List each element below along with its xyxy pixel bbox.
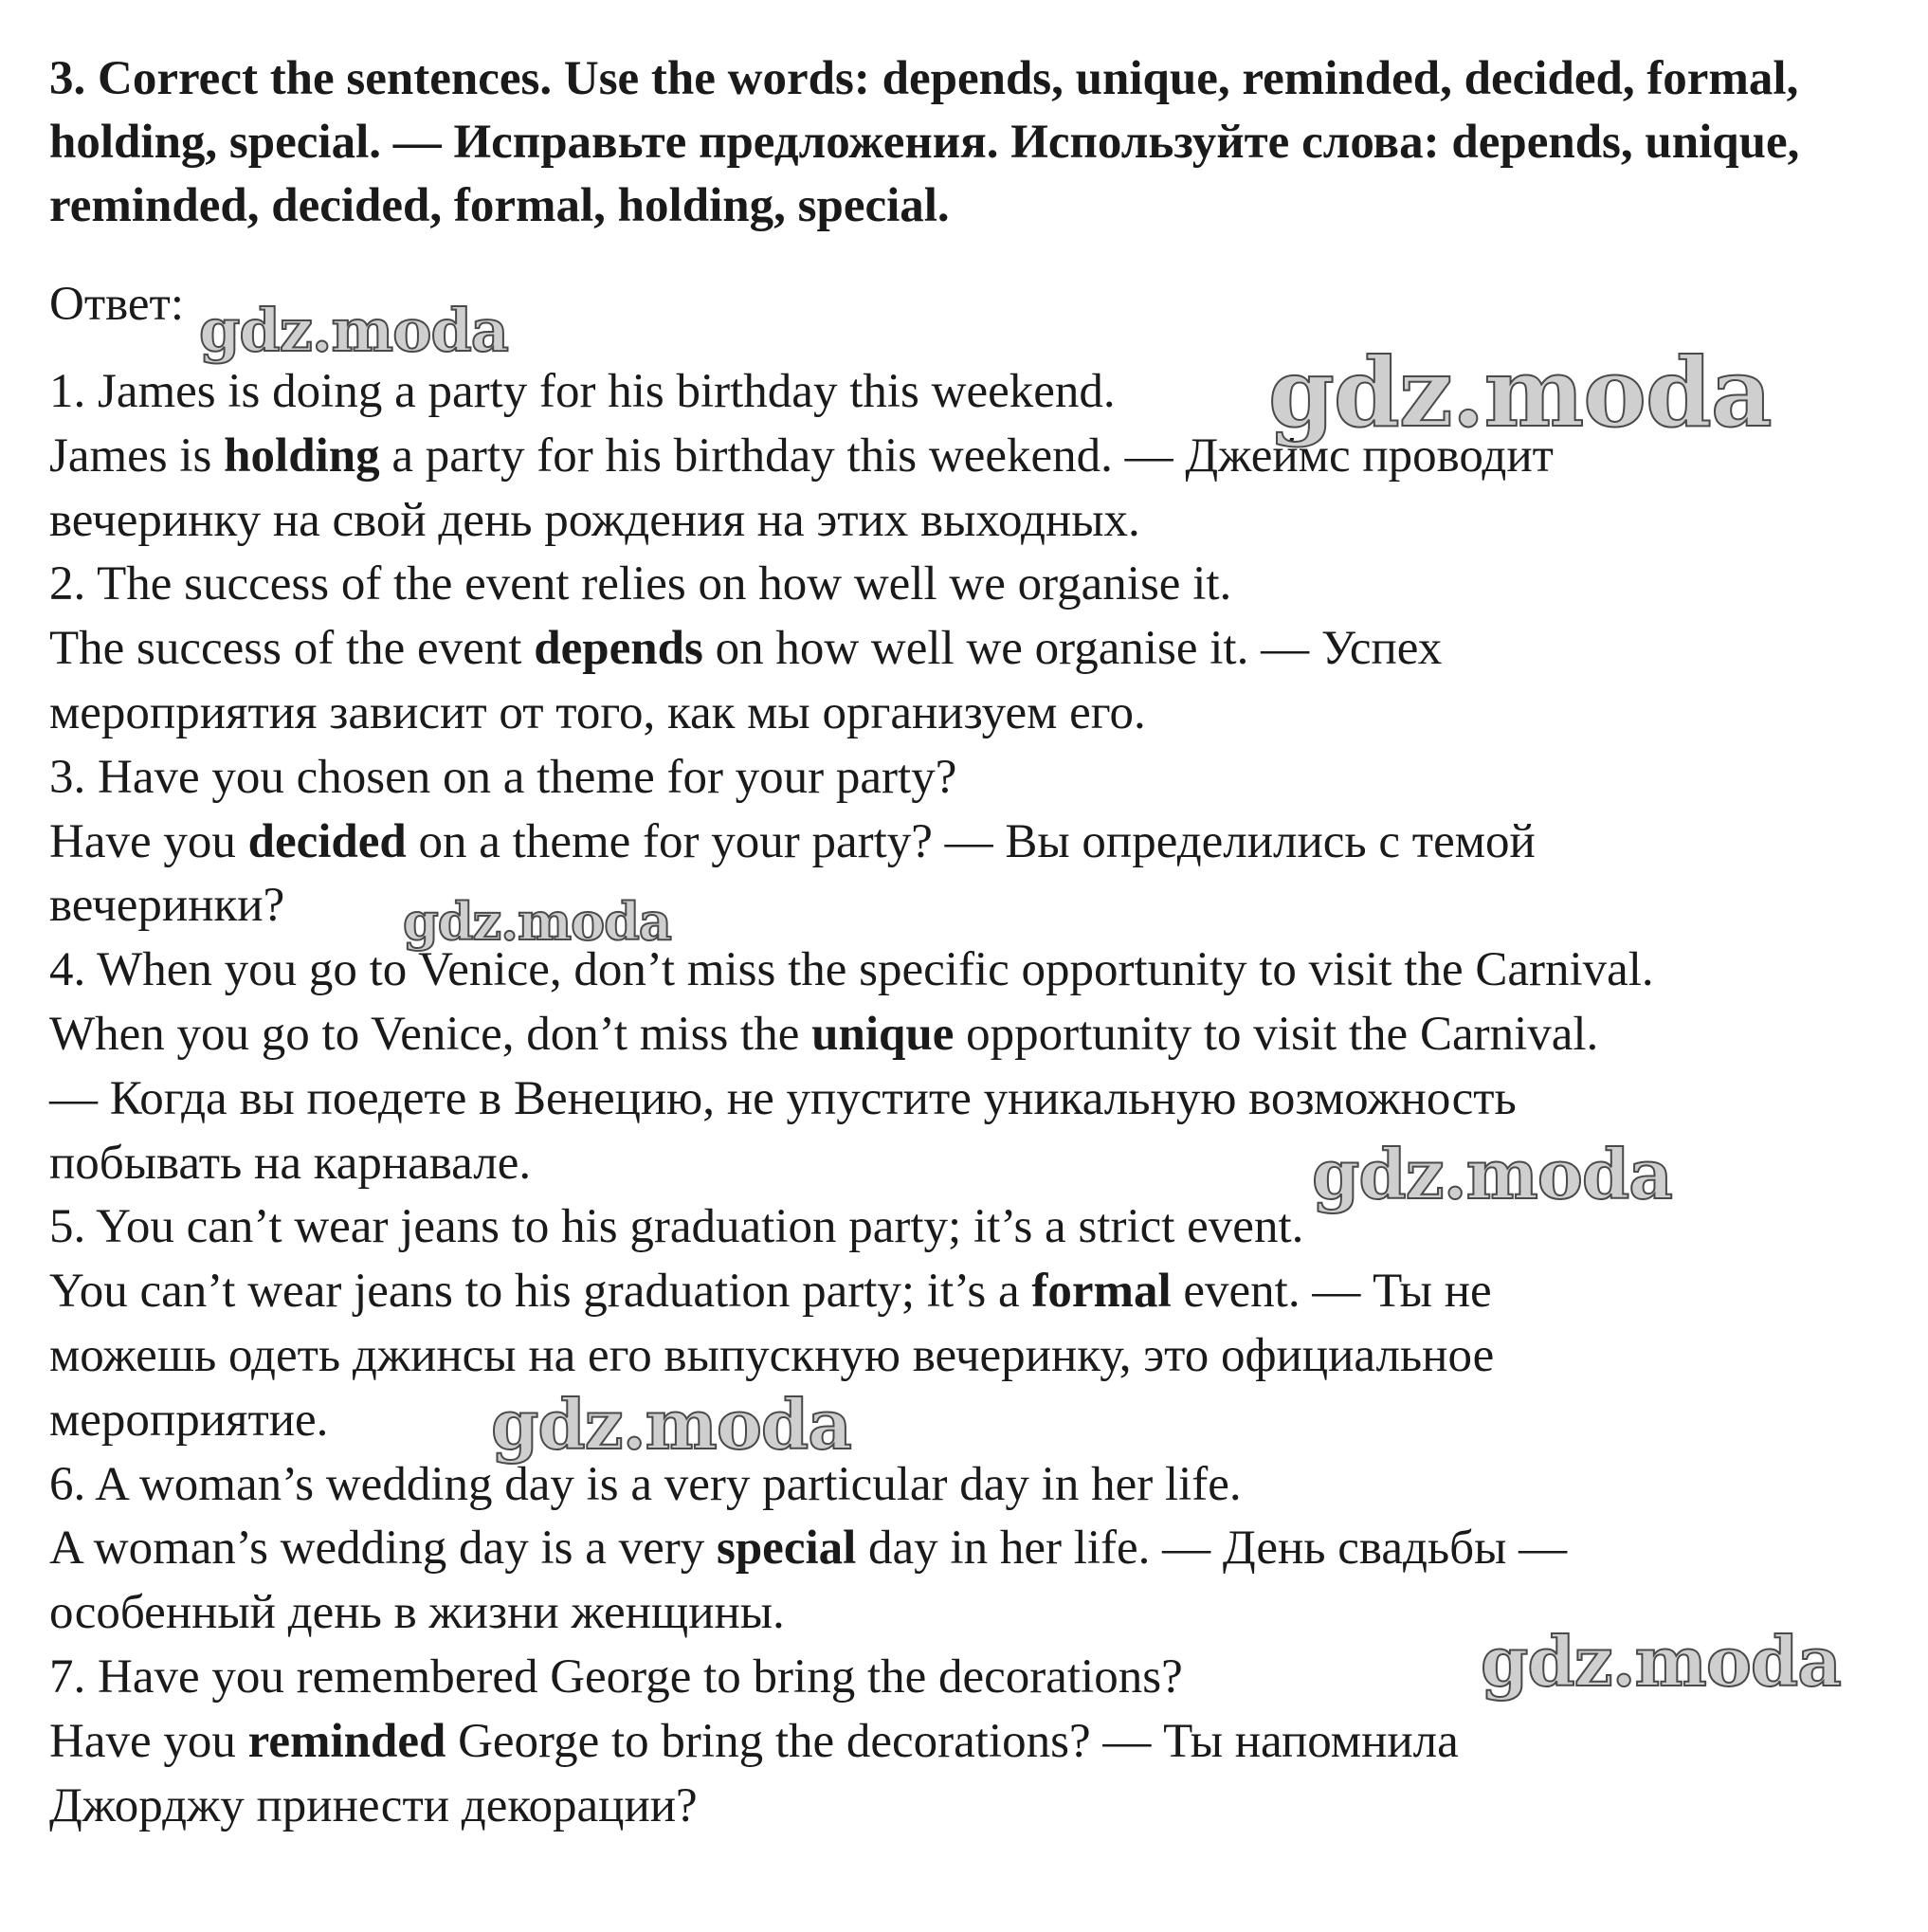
translation-line: Джорджу принести декорации?	[49, 1778, 698, 1832]
corrected-sentence: A woman’s wedding day is a very special day in her life. — День свадьбы —	[49, 1522, 1568, 1576]
watermark: gdz.moda	[491, 1384, 851, 1465]
keyword: decided	[247, 814, 407, 868]
translation-line: вечеринки?	[49, 879, 285, 933]
translation-line: мероприятие.	[49, 1393, 329, 1447]
list-item	[49, 1195, 1907, 1452]
keyword: depends	[534, 622, 703, 676]
watermark: gdz.moda	[199, 296, 508, 365]
watermark: gdz.moda	[403, 891, 671, 952]
translation-line: мероприятия зависит от того, как мы организуем его.	[49, 685, 1146, 739]
watermark: gdz.moda	[1268, 337, 1772, 448]
keyword: formal	[1031, 1265, 1172, 1319]
watermark: gdz.moda	[1481, 1621, 1841, 1702]
translation-line: можешь одеть джинсы на его выпускную вечеринку, это официальное	[49, 1328, 1495, 1382]
translation-line: вечеринку на свой день рождения на этих выходных.	[49, 493, 1140, 547]
translation-line: особенный день в жизни женщины.	[49, 1586, 785, 1640]
original-sentence: 4. When you go to Venice, don’t miss the specific opportunity to visit the Carnival.	[49, 943, 1654, 997]
list-item	[49, 746, 1907, 939]
corrected-sentence: You can’t wear jeans to his graduation party; it’s a formal event. — Ты не	[49, 1265, 1492, 1319]
watermark: gdz.moda	[1312, 1134, 1672, 1214]
corrected-sentence: The success of the event depends on how well we organise it. — Успех	[49, 622, 1443, 676]
list-item	[49, 553, 1907, 745]
corrected-sentence: When you go to Venice, don’t miss the unique opportunity to visit the Carnival.	[49, 1007, 1599, 1061]
original-sentence: 1. James is doing a party for his birthday this weekend.	[49, 365, 1116, 418]
answer-label: Ответ:	[49, 278, 184, 331]
keyword: reminded	[247, 1714, 446, 1768]
list-item	[49, 1453, 1907, 1646]
corrected-sentence: James is holding a party for his birthday this weekend. — Джеймс проводит	[49, 428, 1554, 483]
original-sentence: 2. The success of the event relies on how well we organise it.	[49, 557, 1232, 611]
corrected-sentence: Have you decided on a theme for your party? — Вы определились с темой	[49, 814, 1536, 868]
keyword: unique	[811, 1007, 955, 1061]
task-heading: 3. Correct the sentences. Use the words: depends, unique, reminded, decided, formal, holding, special. — Исправьте предложения. Используйте слова: depends, unique, reminded, decided, formal, holding, special.	[49, 52, 1800, 232]
answer-list	[49, 360, 1907, 1838]
translation-line: — Когда вы поедете в Венецию, не упустите уникальную возможность	[49, 1071, 1517, 1125]
translation-line: побывать на карнавале.	[49, 1136, 532, 1190]
keyword: special	[716, 1522, 857, 1576]
original-sentence: 6. A woman’s wedding day is a very particular day in her life.	[49, 1457, 1242, 1511]
corrected-sentence: Have you reminded George to bring the decorations? — Ты напомнила	[49, 1714, 1459, 1768]
original-sentence: 7. Have you remembered George to bring the decorations?	[49, 1649, 1183, 1704]
original-sentence: 3. Have you chosen on a theme for your party?	[49, 750, 957, 804]
original-sentence: 5. You can’t wear jeans to his graduation party; it’s a strict event.	[49, 1200, 1304, 1254]
keyword: holding	[224, 428, 380, 483]
